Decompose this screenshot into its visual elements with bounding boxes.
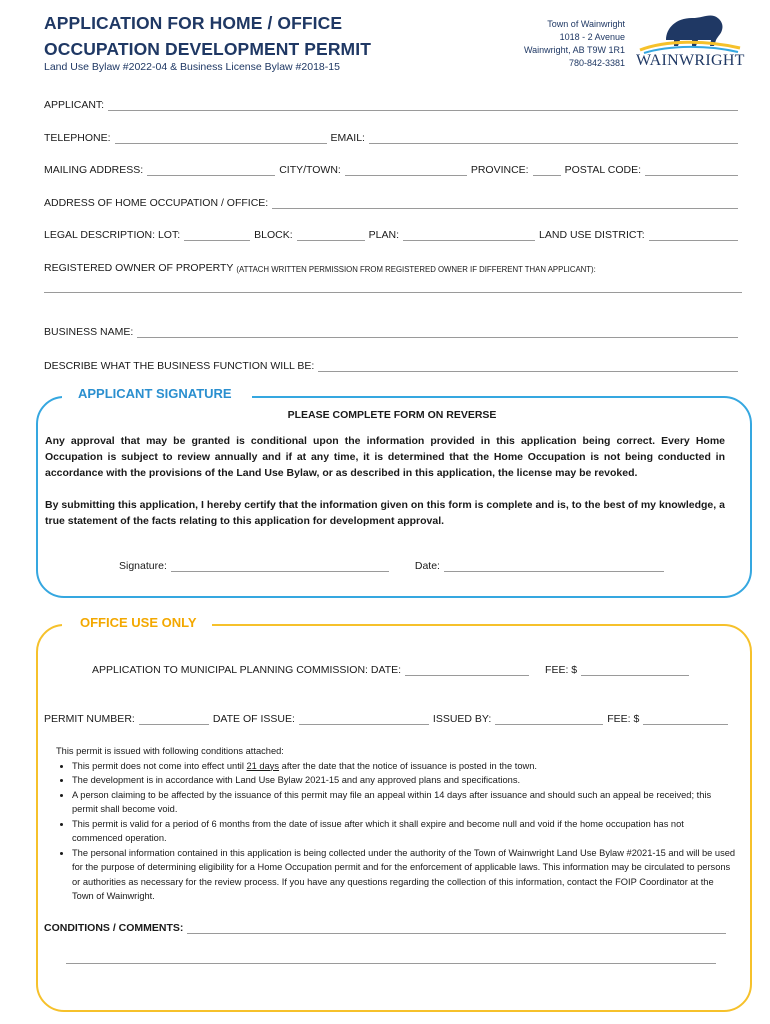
date-label: Date: xyxy=(414,560,440,572)
postal-code-field[interactable] xyxy=(645,164,738,176)
signature-row xyxy=(119,560,668,572)
mailing-address-field[interactable] xyxy=(147,164,275,176)
conditions-intro: This permit is issued with following conditions attached: xyxy=(56,746,284,756)
applicant-signature-legend: APPLICANT SIGNATURE xyxy=(70,386,240,401)
telephone-field[interactable] xyxy=(115,132,327,144)
email-field[interactable] xyxy=(369,132,738,144)
town-address xyxy=(475,18,625,70)
conditions-list xyxy=(56,759,736,904)
comments-field[interactable] xyxy=(187,922,726,934)
condition-item: • This permit does not come into effect until 21 days after the date that the notice of issuance is posted in the town. xyxy=(72,759,736,774)
signature-label: Signature: xyxy=(119,560,167,572)
permit-number-field[interactable] xyxy=(139,713,209,725)
business-function-label: DESCRIBE WHAT THE BUSINESS FUNCTION WILL BE: xyxy=(44,360,315,372)
form-subtitle: Land Use Bylaw #2022-04 & Business License Bylaw #2018-15 xyxy=(44,61,340,73)
home-address-field[interactable] xyxy=(272,197,738,209)
mpc-row xyxy=(92,664,693,676)
comments-label: CONDITIONS / COMMENTS: xyxy=(44,922,184,934)
telephone-label: TELEPHONE: xyxy=(44,132,111,144)
city-town-field[interactable] xyxy=(345,164,467,176)
email-label: EMAIL: xyxy=(330,132,365,144)
address-line: Town of Wainwright xyxy=(547,19,625,29)
form-title-line2: OCCUPATION DEVELOPMENT PERMIT xyxy=(44,39,371,59)
address-line: 1018 - 2 Avenue xyxy=(559,32,625,42)
registered-owner-row xyxy=(44,262,742,274)
bison-icon xyxy=(636,10,742,54)
form-title-line1: APPLICATION FOR HOME / OFFICE xyxy=(44,13,343,33)
fee-field[interactable] xyxy=(643,713,728,725)
address-line: 780-842-3381 xyxy=(568,58,625,68)
conditions-block xyxy=(56,744,736,904)
business-function-row xyxy=(44,360,742,372)
mpc-date-label: APPLICATION TO MUNICIPAL PLANNING COMMISSION: DATE: xyxy=(92,664,402,676)
mpc-date-field[interactable] xyxy=(405,664,529,676)
comments-row xyxy=(44,922,730,934)
plan-field[interactable] xyxy=(403,229,535,241)
condition-item: • A person claiming to be affected by the issuance of this permit may file an appeal within 14 days after issuance and should such an appeal be received; this permit shall become void. xyxy=(72,788,736,817)
mailing-address-label: MAILING ADDRESS: xyxy=(44,164,144,176)
date-of-issue-field[interactable] xyxy=(299,713,429,725)
block-field[interactable] xyxy=(297,229,365,241)
registered-owner-field[interactable] xyxy=(44,292,742,293)
lot-label: LEGAL DESCRIPTION: LOT: xyxy=(44,229,181,241)
business-name-row xyxy=(44,326,742,338)
issued-by-field[interactable] xyxy=(495,713,603,725)
province-field[interactable] xyxy=(533,164,561,176)
postal-code-label: POSTAL CODE: xyxy=(564,164,642,176)
address-line: Wainwright, AB T9W 1R1 xyxy=(523,45,625,55)
comments-field-line2[interactable] xyxy=(66,963,716,964)
land-use-district-field[interactable] xyxy=(649,229,738,241)
legal-description-row xyxy=(44,229,742,241)
office-use-legend: OFFICE USE ONLY xyxy=(72,615,205,630)
applicant-label: APPLICANT: xyxy=(44,99,105,111)
block-label: BLOCK: xyxy=(254,229,293,241)
province-label: PROVINCE: xyxy=(470,164,529,176)
registered-owner-note: (ATTACH WRITTEN PERMISSION FROM REGISTERED OWNER IF DIFFERENT THAN APPLICANT): xyxy=(236,265,596,274)
business-name-label: BUSINESS NAME: xyxy=(44,326,134,338)
fee-label: FEE: $ xyxy=(607,713,640,725)
registered-owner-label: REGISTERED OWNER OF PROPERTY xyxy=(44,262,234,274)
certification-paragraph: By submitting this application, I hereby certify that the information given on this form is complete and is, to the best of my knowledge, a true statement of the facts relating to this application for development approval. xyxy=(45,499,725,527)
form-title xyxy=(44,10,371,62)
mpc-fee-label: FEE: $ xyxy=(545,664,578,676)
wainwright-logo xyxy=(636,10,745,70)
business-function-field[interactable] xyxy=(318,360,738,372)
land-use-district-label: LAND USE DISTRICT: xyxy=(539,229,645,241)
contact-row xyxy=(44,132,742,144)
date-of-issue-label: DATE OF ISSUE: xyxy=(212,713,295,725)
logo-text: WAINWRIGHT xyxy=(636,52,745,69)
plan-label: PLAN: xyxy=(368,229,400,241)
permit-row xyxy=(44,713,732,725)
home-address-label: ADDRESS OF HOME OCCUPATION / OFFICE: xyxy=(44,197,269,209)
complete-reverse-heading: PLEASE COMPLETE FORM ON REVERSE xyxy=(287,409,497,421)
lot-field[interactable] xyxy=(184,229,250,241)
home-address-row xyxy=(44,197,742,209)
mailing-row xyxy=(44,164,742,176)
condition-item: • The development is in accordance with Land Use Bylaw 2021-15 and any approved plans and specifications. xyxy=(72,773,736,788)
city-town-label: CITY/TOWN: xyxy=(279,164,341,176)
mpc-fee-field[interactable] xyxy=(581,664,689,676)
signature-field[interactable] xyxy=(171,560,389,572)
date-field[interactable] xyxy=(444,560,664,572)
permit-number-label: PERMIT NUMBER: xyxy=(44,713,135,725)
applicant-field[interactable] xyxy=(108,99,738,111)
applicant-row xyxy=(44,99,742,111)
business-name-field[interactable] xyxy=(137,326,738,338)
condition-item: • This permit is valid for a period of 6 months from the date of issue after which it shall expire and become null and void if the home occupation has not commenced operation. xyxy=(72,817,736,846)
issued-by-label: ISSUED BY: xyxy=(432,713,492,725)
condition-item: • The personal information contained in this application is being collected under the authority of the Town of Wainwright Land Use Bylaw #2021-15 and will be used for the purpose of determining eligibility for a Home Occupation permit and for the enforcement of applicable laws. This information may be circulated to persons or authorities as necessary for the review process. If you have any questions regarding the collection of this information, contact the FOIP Coordinator at the Town of Wainwright. xyxy=(72,846,736,904)
approval-paragraph: Any approval that may be granted is conditional upon the information provided in this application being correct. Every Home Occupation is subject to review annually and if at any time, it is determined that the Home Occupation is not being conducted in accordance with the provisions of the Land Use Bylaw, or as described in this application, the license may be revoked. xyxy=(45,435,725,479)
